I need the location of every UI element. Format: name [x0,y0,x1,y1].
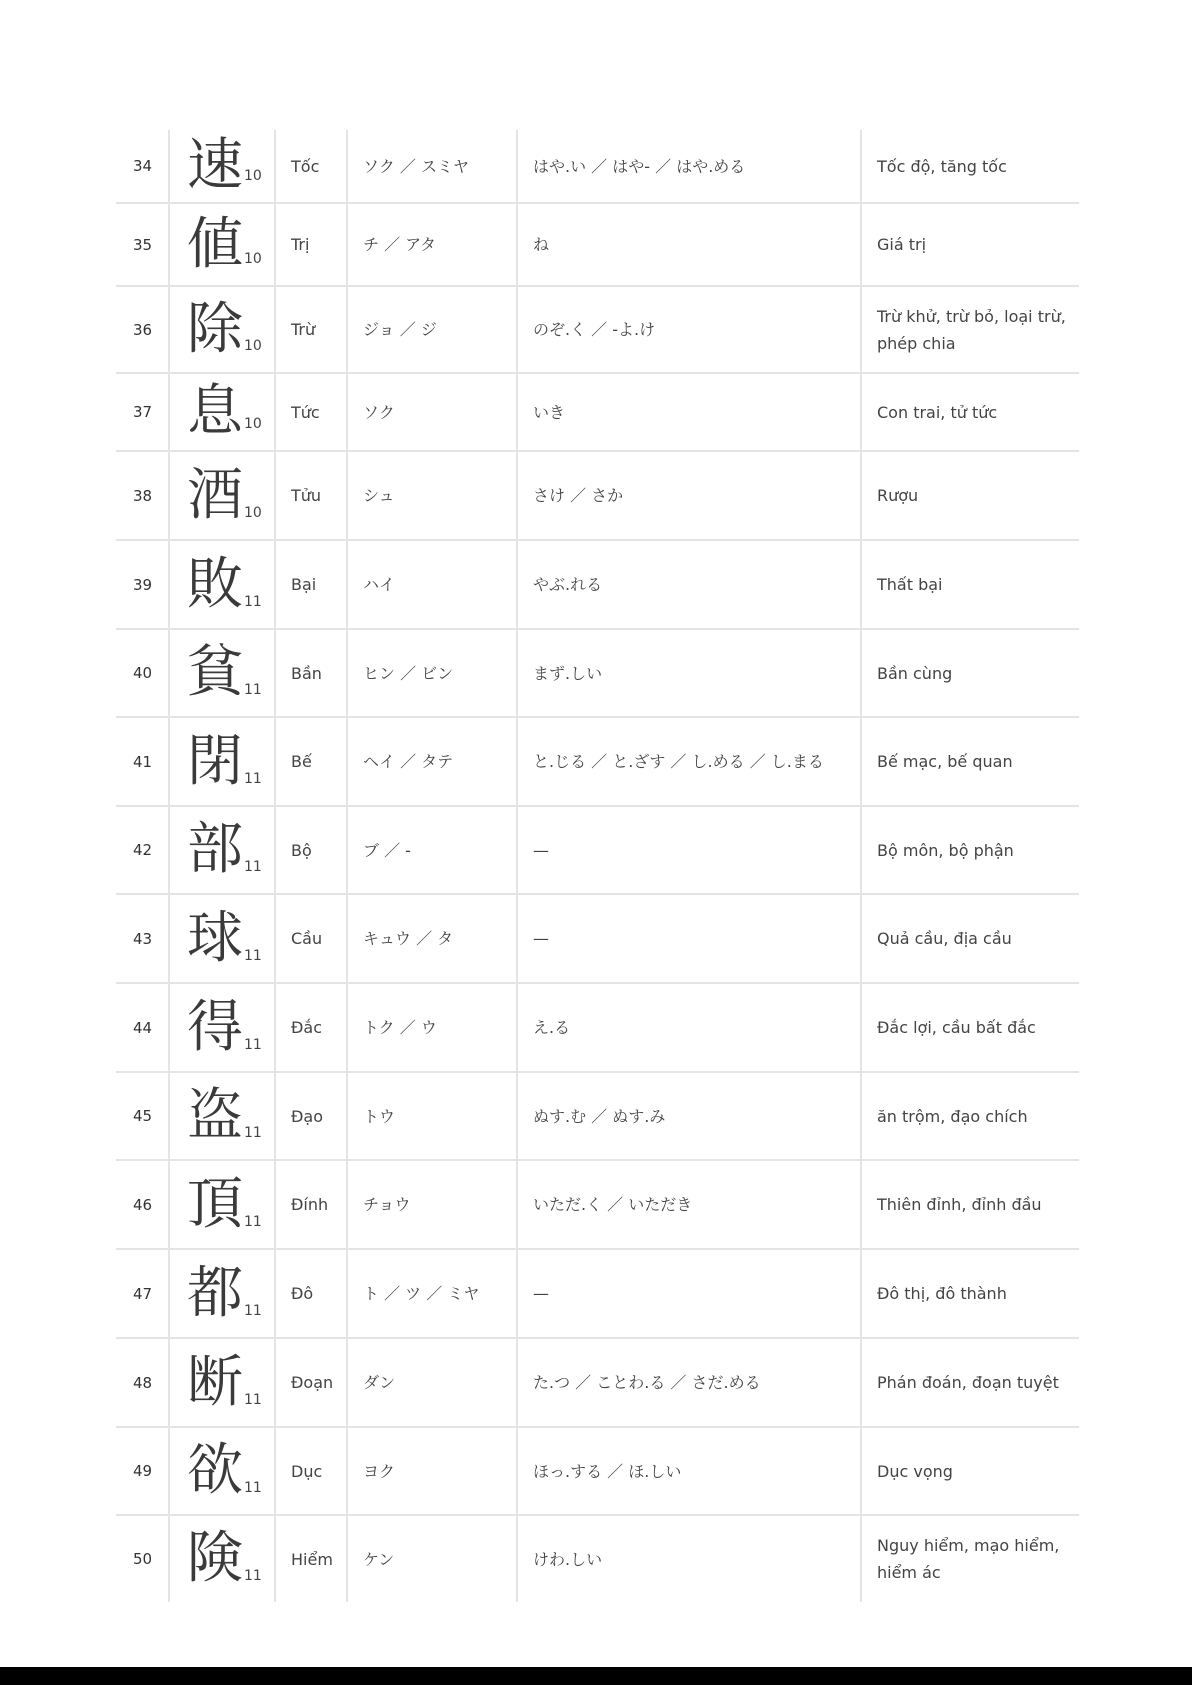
stroke-count: 11 [244,594,262,610]
kanji-character: 球 [187,905,243,971]
table-row [116,895,1079,984]
stroke-count: 11 [244,771,262,787]
meaning: Con trai, tử tức [877,402,998,422]
kanji-character: 閉 [187,728,243,794]
kanji-cell [169,1250,275,1337]
kunyomi-reading: え.る [533,1018,571,1037]
han-viet-reading: Dục [291,1461,323,1481]
han-viet-reading: Tức [291,402,320,422]
stroke-count: 11 [244,1125,262,1141]
kanji-character: 得 [187,994,243,1060]
kanji-cell [169,541,275,628]
table-row [116,130,1079,204]
onyomi-reading: ケン [363,1549,395,1569]
meaning: Rượu [877,486,919,505]
table-row [116,630,1079,718]
meaning: ăn trộm, đạo chích [877,1106,1028,1126]
page-bottom-bar [0,1667,1192,1685]
meaning: Bế mạc, bế quan [877,752,1013,771]
stroke-count: 10 [244,168,262,184]
stroke-count: 11 [244,859,262,875]
kunyomi-reading: と.じる ／ と.ざす ／ し.める ／ し.まる [533,752,824,771]
han-viet-reading: Đoạn [291,1373,334,1392]
han-viet-reading: Bần [291,663,322,683]
kanji-cell [169,718,275,805]
kanji-cell [169,1428,275,1514]
kanji-cell [169,130,275,202]
table-row [116,807,1079,895]
han-viet-reading: Bộ [291,840,312,860]
row-number: 45 [132,1107,153,1125]
kanji-character: 都 [187,1260,243,1326]
row-number: 50 [132,1550,153,1568]
kanji-character: 頂 [187,1171,243,1237]
kanji-cell [169,984,275,1071]
table-row [116,287,1079,374]
meaning: Đắc lợi, cầu bất đắc [877,1018,1036,1037]
kanji-character: 息 [187,379,243,444]
stroke-count: 11 [244,1480,262,1496]
column-divider [274,130,276,1602]
table-row [116,1073,1079,1161]
stroke-count: 11 [244,1392,262,1408]
meaning: Bộ môn, bộ phận [877,840,1014,860]
row-number: 43 [132,929,153,948]
kanji-character: 除 [187,296,243,362]
kanji-cell [169,287,275,372]
onyomi-reading: ヨク [363,1461,396,1481]
han-viet-reading: Tốc [291,156,320,176]
table-row [116,541,1079,630]
onyomi-reading: ソク ／ スミヤ [363,156,470,176]
meaning: Dục vọng [877,1461,953,1481]
kunyomi-reading: さけ ／ さか [533,486,624,505]
onyomi-reading: チ ／ アタ [363,235,437,254]
han-viet-reading: Tửu [291,486,322,505]
table-row [116,984,1079,1073]
row-number: 35 [132,235,153,254]
table-row [116,452,1079,541]
kanji-character: 値 [187,211,243,277]
meaning: Tốc độ, tăng tốc [877,156,1007,176]
meaning: Thiên đỉnh, đỉnh đầu [877,1195,1042,1214]
han-viet-reading: Trị [291,235,310,254]
table-row [116,1516,1079,1602]
kunyomi-reading: いただ.く ／ いただき [533,1195,693,1214]
kanji-cell [169,895,275,982]
kanji-character: 酒 [187,462,243,528]
kunyomi-reading: — [533,840,549,860]
kanji-cell [169,1339,275,1426]
kanji-character: 盗 [187,1083,243,1148]
kunyomi-reading: のぞ.く ／ -よ.け [533,320,656,339]
table-row [116,1339,1079,1428]
han-viet-reading: Đính [291,1195,329,1214]
onyomi-reading: ハイ [363,575,396,594]
onyomi-reading: シュ [363,486,395,505]
row-number: 36 [132,320,153,339]
table-row [116,718,1079,807]
row-number: 38 [132,486,153,505]
kunyomi-reading: まず.しい [533,663,603,683]
han-viet-reading: Đạo [291,1106,323,1126]
meaning: Giá trị [877,235,927,254]
stroke-count: 11 [244,1037,262,1053]
kanji-cell [169,1073,275,1159]
han-viet-reading: Bại [291,575,317,594]
row-number: 48 [132,1373,153,1392]
kanji-character: 速 [187,133,243,198]
onyomi-reading: ヒン ／ ビン [363,663,454,683]
kanji-cell [169,374,275,450]
onyomi-reading: ヘイ ／ タテ [363,752,454,771]
kunyomi-reading: はや.い ／ はや- ／ はや.める [533,156,746,176]
kanji-cell [169,630,275,716]
onyomi-reading: ブ ／ - [363,840,411,860]
han-viet-reading: Hiểm [291,1549,333,1569]
kanji-cell [169,1516,275,1602]
stroke-count: 11 [244,1303,262,1319]
meaning: Thất bại [877,575,943,594]
stroke-count: 10 [244,338,262,354]
table-row [116,204,1079,287]
kunyomi-reading: た.つ ／ ことわ.る ／ さだ.める [533,1373,761,1392]
column-divider [168,130,170,1602]
table-row [116,1250,1079,1339]
meaning: Phán đoán, đoạn tuyệt [877,1373,1059,1392]
kunyomi-reading: ぬす.む ／ ぬす.み [533,1106,666,1126]
kunyomi-reading: — [533,1284,549,1303]
stroke-count: 11 [244,682,262,698]
meaning: Bần cùng [877,663,953,683]
kanji-character: 険 [187,1526,243,1591]
kanji-character: 断 [187,1349,243,1415]
kunyomi-reading: ね [533,235,550,254]
meaning: Nguy hiểm, mạo hiểm, hiểm ác [877,1536,1060,1582]
kanji-cell [169,452,275,539]
kunyomi-reading: やぶ.れる [533,575,603,594]
meaning: Đô thị, đô thành [877,1284,1007,1303]
onyomi-reading: ダン [363,1373,396,1392]
column-divider [346,130,348,1602]
kanji-character: 敗 [187,551,243,617]
kunyomi-reading: ほっ.する ／ ほ.しい [533,1461,682,1481]
row-number: 40 [132,664,153,682]
kanji-cell [169,204,275,285]
row-number: 41 [132,752,153,771]
meaning: Quả cầu, địa cầu [877,929,1012,948]
row-number: 46 [132,1195,153,1214]
row-number: 39 [132,575,153,594]
han-viet-reading: Cầu [291,929,323,948]
stroke-count: 10 [244,251,262,267]
onyomi-reading: トウ [363,1106,396,1126]
kunyomi-reading: けわ.しい [533,1549,603,1569]
stroke-count: 11 [244,948,262,964]
row-number: 42 [132,841,153,859]
kunyomi-reading: — [533,929,549,948]
column-divider [860,130,862,1602]
kunyomi-reading: いき [533,402,566,422]
kanji-character: 貧 [187,640,243,705]
stroke-count: 10 [244,416,262,432]
kanji-cell [169,1161,275,1248]
kanji-cell [169,807,275,893]
onyomi-reading: トク ／ ウ [363,1018,437,1037]
kanji-character: 欲 [187,1438,243,1503]
onyomi-reading: ト ／ ツ ／ ミヤ [363,1284,480,1303]
stroke-count: 10 [244,505,262,521]
row-number: 49 [132,1462,153,1480]
han-viet-reading: Bế [291,752,312,771]
han-viet-reading: Đô [291,1284,314,1303]
table-row [116,1428,1079,1516]
row-number: 34 [132,157,153,175]
kanji-character: 部 [187,817,243,882]
row-number: 44 [132,1018,153,1037]
table-row [116,1161,1079,1250]
column-divider [516,130,518,1602]
onyomi-reading: ジョ ／ ジ [363,320,437,339]
stroke-count: 11 [244,1568,262,1584]
han-viet-reading: Đắc [291,1018,322,1037]
han-viet-reading: Trừ [291,320,316,339]
table-row [116,374,1079,452]
onyomi-reading: チョウ [363,1195,411,1214]
onyomi-reading: ソク [363,402,395,422]
row-number: 47 [132,1284,153,1303]
row-number: 37 [132,403,153,421]
stroke-count: 11 [244,1214,262,1230]
onyomi-reading: キュウ ／ タ [363,929,454,948]
meaning: Trừ khử, trừ bỏ, loại trừ, phép chia [877,306,1066,353]
